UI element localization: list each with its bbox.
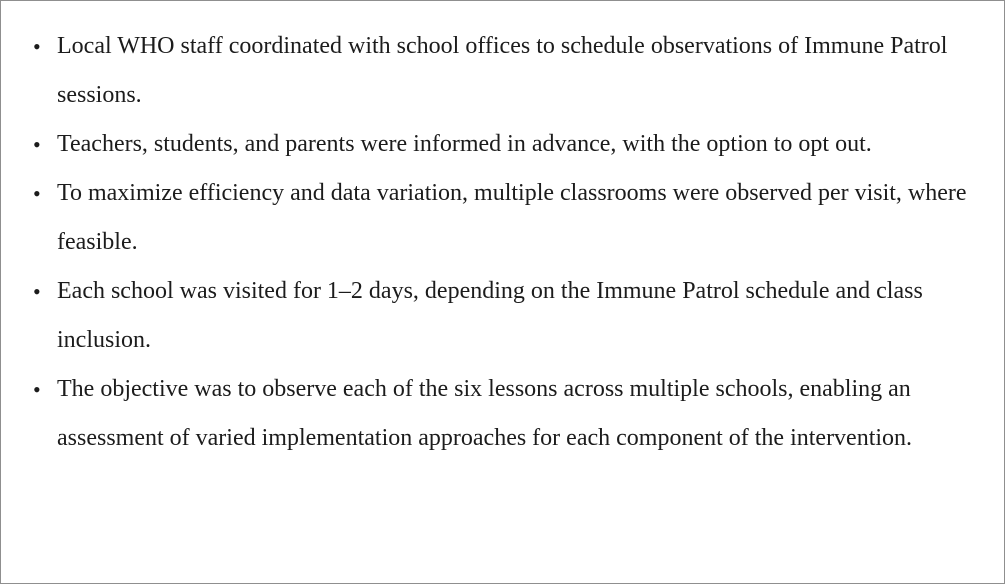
bullet-icon: • xyxy=(33,132,41,157)
list-item xyxy=(31,120,976,169)
list-item-text: Local WHO staff coordinated with school offices to schedule observations of Immune Patrol sessions. xyxy=(57,33,948,108)
bullet-icon: • xyxy=(33,34,41,59)
bullet-icon: • xyxy=(33,279,41,304)
list-item xyxy=(31,22,976,120)
list-item xyxy=(31,169,976,267)
bullet-icon: • xyxy=(33,377,41,402)
list-item xyxy=(31,267,976,365)
list-item-text: To maximize efficiency and data variation, multiple classrooms were observed per visit, where feasible. xyxy=(57,180,967,255)
bullet-icon: • xyxy=(33,181,41,206)
list-item xyxy=(31,365,976,463)
bullet-list xyxy=(31,22,976,463)
list-item-text: The objective was to observe each of the six lessons across multiple schools, enabling an assessment of varied implementation approaches for each component of the intervention. xyxy=(57,376,913,451)
list-item-text: Teachers, students, and parents were informed in advance, with the option to opt out. xyxy=(57,131,872,157)
list-item-text: Each school was visited for 1–2 days, depending on the Immune Patrol schedule and class inclusion. xyxy=(57,278,923,353)
